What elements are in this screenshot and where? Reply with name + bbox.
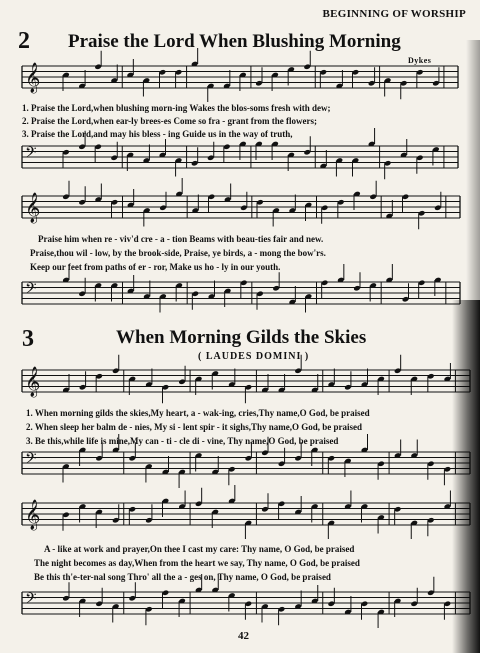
lyric-line: A - like at work and prayer,On thee I cast my care: Thy name, O God, be praised — [44, 544, 355, 554]
lyric-line: Praise him when re - viv'd cre - a - tion Beams with beau-ties fair and new. — [38, 234, 324, 244]
lyric-line: Keep our feet from paths of er - ror, Make us ho - ly in our youth. — [30, 262, 281, 272]
page-number: 42 — [238, 630, 249, 642]
bass-clef-icon: 𝄢 — [25, 590, 37, 611]
lyric-line: Be this th'e-ter-nal song Thro' all the a - ges on, Thy name, O God, be praised — [34, 572, 331, 582]
lyric-line: 3. Be this,while life is mine,My can - ti - cle di - vine, Thy name,O God, be praised — [26, 436, 339, 446]
lyric-line: 3. Praise the Lord,and may his bless - ing Guide us in the way of truth, — [22, 129, 293, 139]
bass-clef-icon: 𝄢 — [25, 450, 37, 471]
hymn-title: Praise the Lord When Blushing Morning — [68, 31, 401, 52]
page-edge-stain — [466, 40, 480, 300]
tune-name: ( LAUDES DOMINI ) — [198, 351, 310, 362]
treble-clef-icon: 𝄞 — [25, 367, 41, 397]
bass-clef-icon: 𝄢 — [25, 144, 37, 165]
lyric-line: 2. Praise the Lord,when ear-ly brees-es Come so fra - grant from the flowers; — [22, 116, 318, 126]
lyric-line: 1. Praise the Lord,when blushing morn-ing Wakes the blos-soms fresh with dew; — [22, 103, 331, 113]
treble-clef-icon: 𝄞 — [25, 193, 41, 223]
bass-clef-icon: 𝄢 — [25, 280, 37, 301]
treble-clef-icon: 𝄞 — [25, 63, 41, 93]
treble-clef-icon: 𝄞 — [25, 500, 41, 530]
page-edge-stain — [452, 300, 480, 653]
lyric-line: 2. When sleep her balm de - nies, My si - lent spir - it sighs,Thy name,O God, be praised — [26, 422, 363, 432]
hymn-number: 3 — [22, 326, 34, 352]
lyric-line: Praise,thou wil - low, by the brook-side, Praise, ye birds, a - mong the bow'rs. — [30, 248, 326, 258]
section-title: BEGINNING OF WORSHIP — [322, 8, 466, 20]
lyric-line: 1. When morning gilds the skies,My heart, a - wak-ing, cries,Thy name,O God, be praised — [26, 408, 370, 418]
hymn-number: 2 — [18, 28, 30, 54]
lyric-line: The night becomes as day,When from the heart we say, Thy name, O God, be praised — [34, 558, 360, 568]
tune-name: Dykes — [408, 56, 432, 65]
hymn-title: When Morning Gilds the Skies — [116, 327, 367, 348]
